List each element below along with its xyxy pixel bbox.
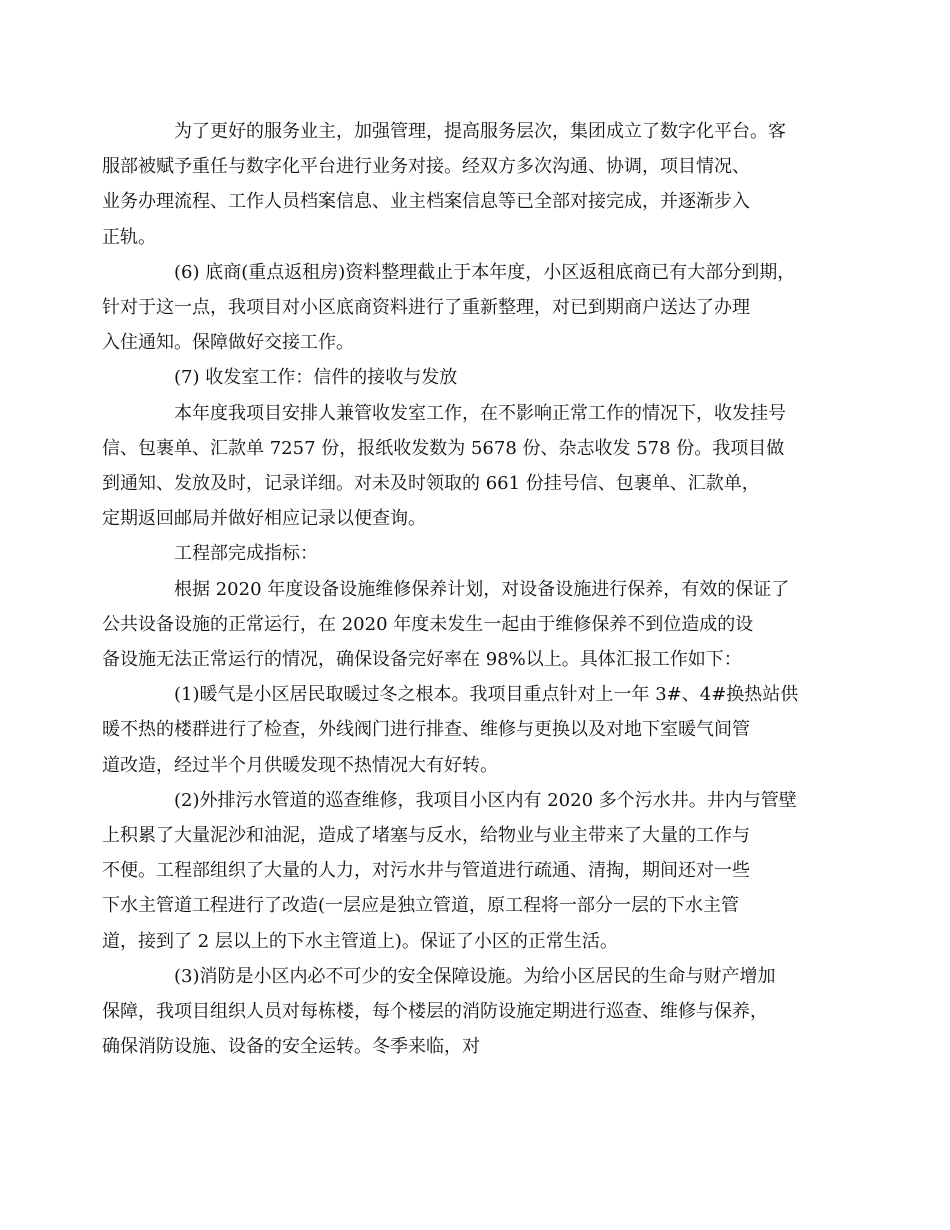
line: 暖不热的楼群进行了检查，外线阀门进行排查、维修与更换以及对地下室暖气间管 — [102, 719, 750, 741]
paragraph-engineering-heading — [138, 536, 824, 571]
line: 本年度我项目安排人兼管收发室工作，在不影响正常工作的情况下，收发挂号 — [174, 402, 786, 424]
line: 为了更好的服务业主，加强管理，提高服务层次，集团成立了数字化平台。客 — [174, 121, 786, 142]
line: 保障，我项目组织人员对每栋楼，每个楼层的消防设施定期进行巡查、维修与保养， — [102, 1001, 768, 1023]
line: 服部被赋予重任与数字化平台进行业务对接。经双方多次沟通、协调，项目情况、 — [102, 156, 750, 178]
line: 确保消防设施、设备的安全运转。冬季来临，对 — [102, 1036, 480, 1058]
line: 信、包裹单、汇款单 7257 份，报纸收发数为 5678 份、杂志收发 578 份。我项目做 — [102, 437, 785, 459]
paragraph-item-6 — [102, 255, 824, 361]
paragraph-mailroom — [102, 396, 824, 537]
paragraph-heating — [102, 677, 824, 783]
line: 定期返回邮局并做好相应记录以便查询。 — [102, 508, 426, 530]
paragraph-maintenance-plan — [102, 572, 824, 678]
line: 下水主管道工程进行了改造(一层应是独立管道，原工程将一部分一层的下水主管 — [102, 895, 740, 917]
paragraph-sewage — [102, 783, 824, 959]
line: (1)暖气是小区居民取暖过冬之根本。我项目重点针对上一年 3#、4#换热站供 — [174, 684, 799, 706]
line: (7) 收发室工作：信件的接收与发放 — [174, 367, 458, 389]
line: (3)消防是小区内必不可少的安全保障设施。为给小区居民的生命与财产增加 — [174, 965, 776, 987]
line: 正轨。 — [102, 226, 156, 248]
line: 道改造，经过半个月供暖发现不热情况大有好转。 — [102, 754, 498, 776]
line: 不便。工程部组织了大量的人力，对污水井与管道进行疏通、清掏，期间还对一些 — [102, 860, 750, 882]
paragraph-fire-safety — [102, 959, 824, 1065]
line: 根据 2020 年度设备设施维修保养计划，对设备设施进行保养，有效的保证了 — [174, 578, 790, 600]
line: (6) 底商(重点返租房)资料整理截止于本年度，小区返租底商已有大部分到期， — [174, 261, 796, 283]
line: 针对于这一点，我项目对小区底商资料进行了重新整理，对已到期商户送达了办理 — [102, 297, 750, 319]
line: 备设施无法正常运行的情况，确保设备完好率在 98%以上。具体汇报工作如下： — [102, 649, 742, 671]
line: 道，接到了 2 层以上的下水主管道上)。保证了小区的正常生活。 — [102, 930, 618, 952]
line: 工程部完成指标： — [174, 543, 318, 565]
line: 业务办理流程、工作人员档案信息、业主档案信息等已全部对接完成，并逐渐步入 — [102, 191, 750, 213]
line: 到通知、发放及时，记录详细。对未及时领取的 661 份挂号信、包裹单、汇款单， — [102, 473, 760, 495]
paragraph-item-7-heading — [138, 360, 824, 395]
line: 入住通知。保障做好交接工作。 — [102, 332, 354, 354]
paragraph-digital-platform — [102, 114, 824, 255]
line: 上积累了大量泥沙和油泥，造成了堵塞与反水，给物业与业主带来了大量的工作与 — [102, 825, 750, 847]
line: (2)外排污水管道的巡查维修，我项目小区内有 2020 多个污水井。井内与管壁 — [174, 789, 797, 811]
line: 公共设备设施的正常运行，在 2020 年度未发生一起由于维修保养不到位造成的设 — [102, 613, 754, 635]
